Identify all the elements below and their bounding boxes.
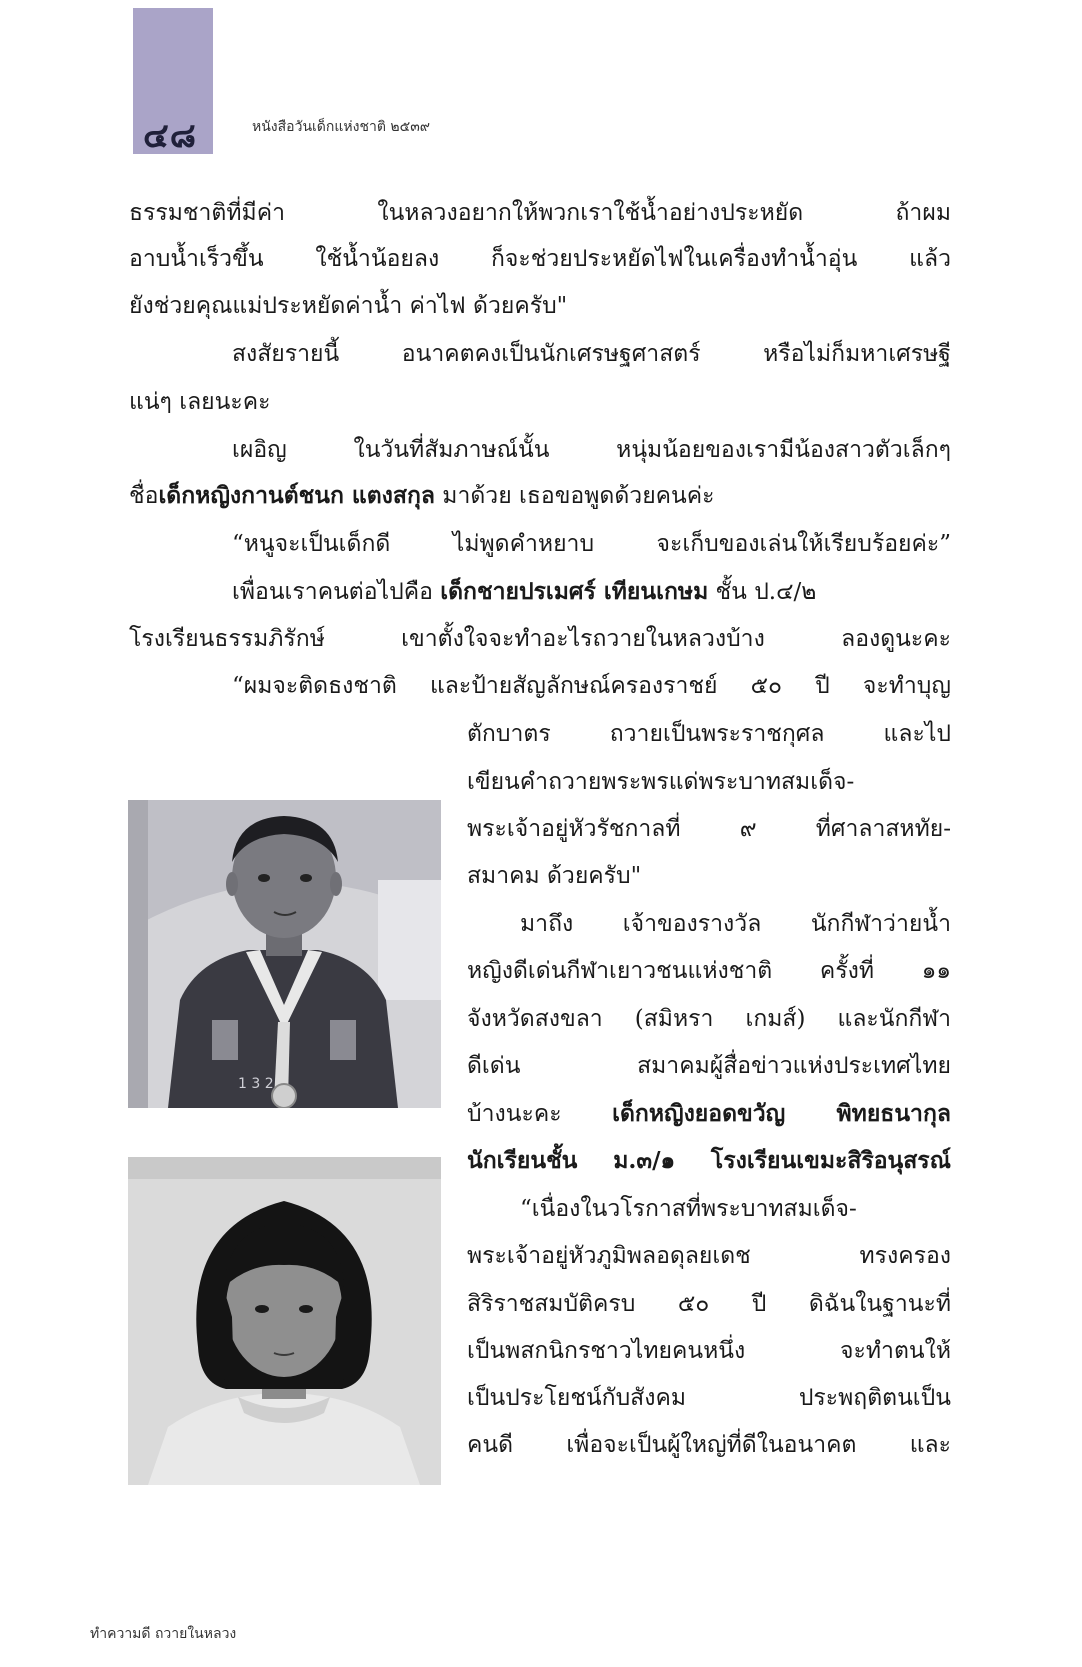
text-span: บ้างนะคะ [467,1101,613,1127]
photo-girl-illustration [128,1157,441,1485]
column-line: เป็นประโยชน์กับสังคม ประพฤติตนเป็น [467,1385,951,1411]
column-line: คนดี เพื่อจะเป็นผู้ใหญ่ที่ดีในอนาคต และ [467,1432,951,1458]
column-line [467,1143,951,1179]
text-line [232,574,816,610]
column-line: เป็นพสกนิกรชาวไทยคนหนึ่ง จะทำตนให้ [467,1338,951,1364]
column-line: สมาคม ด้วยครับ" [467,863,642,889]
column-line: สิริราชสมบัติครบ ๕๐ ปี ดิฉันในฐานะที่ [467,1291,951,1317]
bold-name: เด็กหญิงยอดขวัญ พิทยธนากุล [612,1100,951,1127]
bold-name: เด็กหญิงกานต์ชนก แตงสกุล [158,482,435,509]
bold-school: นักเรียนชั้น ม.๓/๑ โรงเรียนเขมะสิริอนุสรณ์ [467,1147,951,1174]
footer-text: ทำความดี ถวายในหลวง [90,1626,237,1642]
running-title: หนังสือวันเด็กแห่งชาติ ๒๕๓๙ [252,119,431,135]
text-line [129,478,715,514]
text-line: แน่ๆ เลยนะคะ [129,389,271,415]
text-line: อาบน้ำเร็วขึ้น ใช้น้ำน้อยลง ก็จะช่วยประหยัดไฟในเครื่องทำน้ำอุ่น แล้ว [129,246,951,272]
text-line: สงสัยรายนี้ อนาคตคงเป็นนักเศรษฐศาสตร์ หรือไม่ก็มหาเศรษฐี [232,341,951,367]
column-line: พระเจ้าอยู่หัวรัชกาลที่ ๙ ที่ศาลาสหทัย- [467,816,951,842]
quote-line: “หนูจะเป็นเด็กดี ไม่พูดคำหยาบ จะเก็บของเล่นให้เรียบร้อยค่ะ” [232,531,951,557]
column-line [467,1096,951,1132]
page-number: ๔๘ [143,116,197,156]
text-line: เผอิญ ในวันที่สัมภาษณ์นั้น หนุ่มน้อยของเรามีน้องสาวตัวเล็กๆ [232,437,951,463]
text-span: มาด้วย เธอขอพูดด้วยคนค่ะ [434,483,715,509]
column-line: เขียนคำถวายพระพรแด่พระบาทสมเด็จ- [467,769,855,795]
quote-line: “ผมจะติดธงชาติ และป้ายสัญลักษณ์ครองราชย์ ๕๐ ปี จะทำบุญ [232,673,951,699]
text-span: ชั้น ป.๔/๒ [708,579,817,605]
column-line: พระเจ้าอยู่หัวภูมิพลอดุลยเดช ทรงครอง [467,1243,951,1269]
column-line: จังหวัดสงขลา (สมิหรา เกมส์) และนักกีฬา [467,1006,951,1032]
text-line: ยังช่วยคุณแม่ประหยัดค่าน้ำ ค่าไฟ ด้วยครับ" [129,293,568,319]
text-span: ชื่อ [129,483,159,509]
bold-name: เด็กชายปรเมศร์ เทียนเกษม [440,578,709,605]
text-line: ธรรมชาติที่มีค่า ในหลวงอยากให้พวกเราใช้น้ำอย่างประหยัด ถ้าผม [129,200,951,226]
column-line: มาถึง เจ้าของรางวัล นักกีฬาว่ายน้ำ [520,911,951,937]
shirt-print: 1 3 2 [238,1076,274,1092]
column-line: หญิงดีเด่นกีฬาเยาวชนแห่งชาติ ครั้งที่ ๑๑ [467,958,951,984]
photo-girl [128,1157,441,1485]
text-line: โรงเรียนธรรมภิรักษ์ เขาตั้งใจจะทำอะไรถวายในหลวงบ้าง ลองดูนะคะ [129,626,951,652]
column-line: ตักบาตร ถวายเป็นพระราชกุศล และไป [467,721,951,747]
photo-boy-illustration [128,800,441,1108]
quote-line: “เนื่องในวโรกาสที่พระบาทสมเด็จ- [520,1196,857,1222]
photo-boy [128,800,441,1108]
text-span: เพื่อนเราคนต่อไปคือ [232,579,441,605]
column-line: ดีเด่น สมาคมผู้สื่อข่าวแห่งประเทศไทย [467,1053,951,1079]
